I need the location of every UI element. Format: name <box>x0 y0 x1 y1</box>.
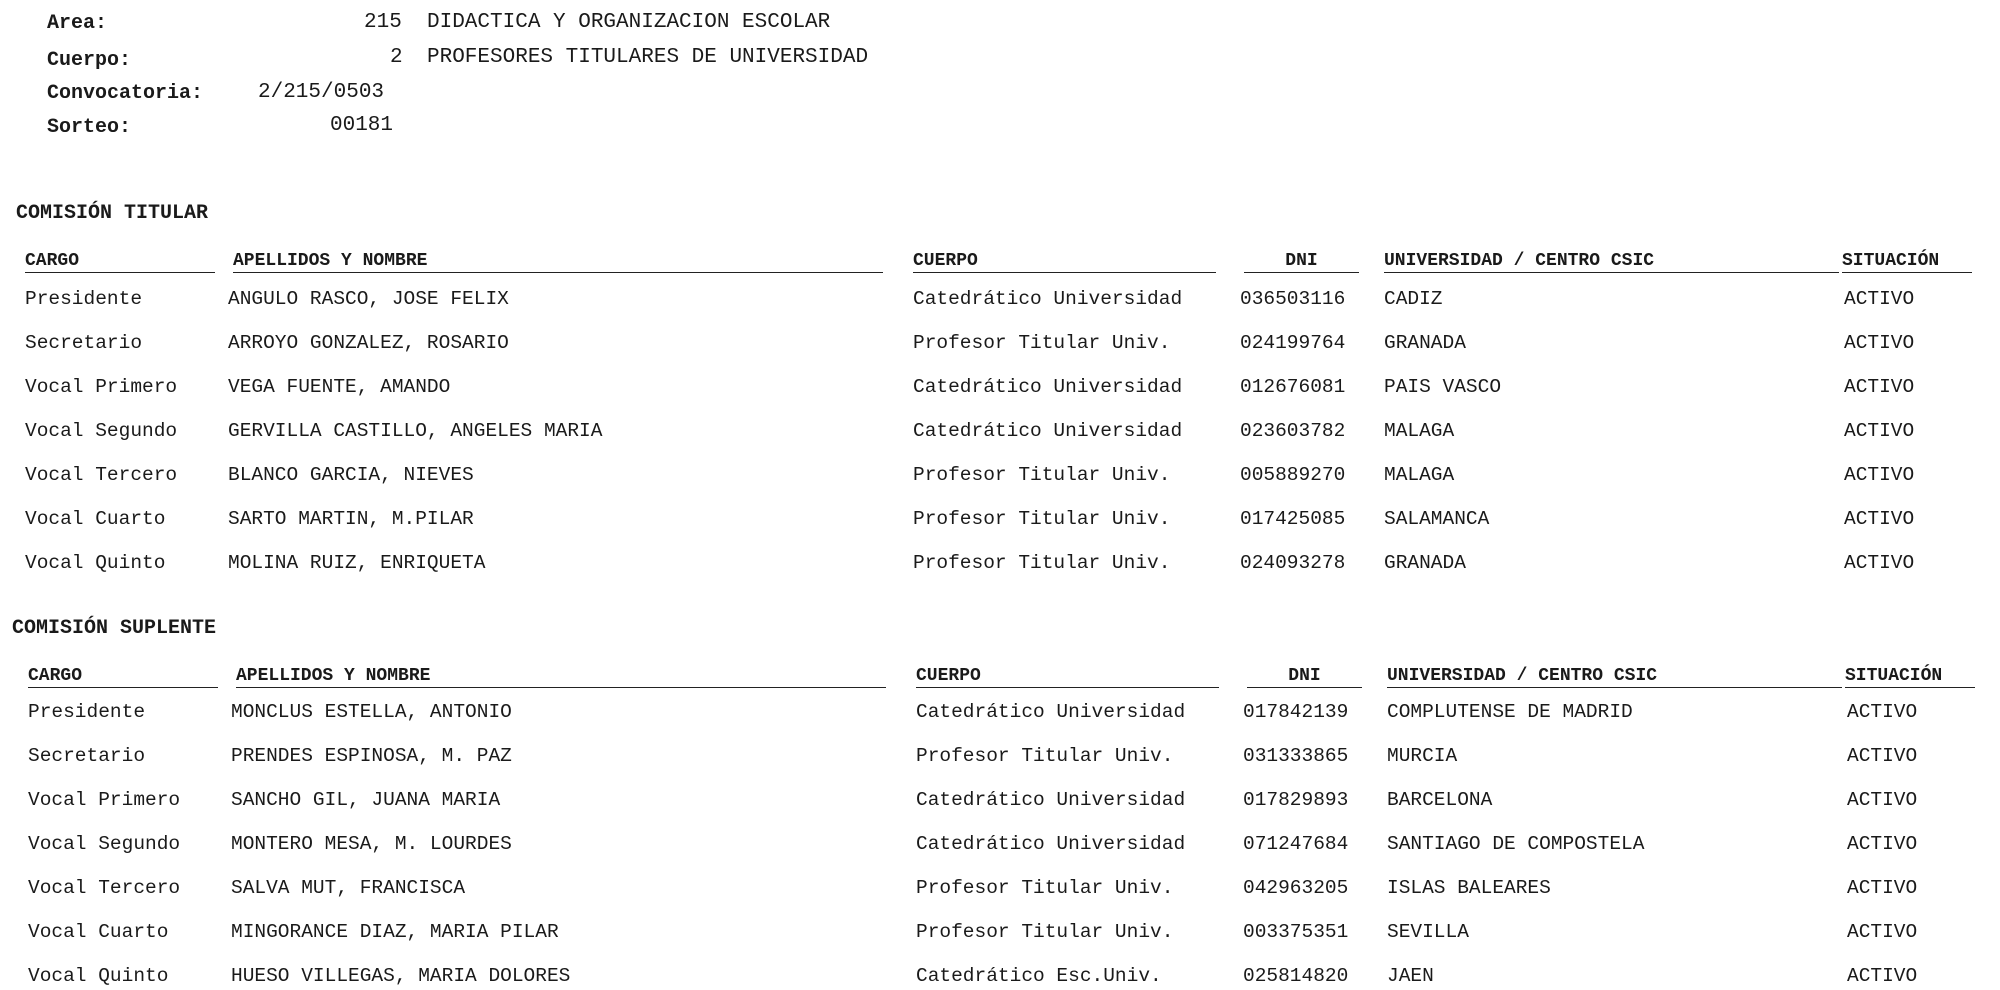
cell-universidad: MALAGA <box>1384 464 1455 486</box>
convocatoria-value: 2/215/0503 <box>258 81 385 104</box>
cell-situacion: ACTIVO <box>1844 376 1915 398</box>
cell-situacion: ACTIVO <box>1847 921 1918 943</box>
column-header-nombre: APELLIDOS Y NOMBRE <box>236 666 886 688</box>
cell-cuerpo: Catedrático Esc.Univ. <box>916 965 1162 987</box>
cell-cuerpo: Catedrático Universidad <box>913 288 1183 310</box>
cell-cargo: Secretario <box>25 332 143 354</box>
cell-dni: 042963205 <box>1243 877 1349 899</box>
section-title-suplente: COMISIÓN SUPLENTE <box>12 617 217 640</box>
area-label: Area: <box>47 12 108 35</box>
cell-nombre: SANCHO GIL, JUANA MARIA <box>231 789 501 811</box>
cell-nombre: ARROYO GONZALEZ, ROSARIO <box>228 332 509 354</box>
column-header-cuerpo: CUERPO <box>916 666 1219 688</box>
cell-dni: 017842139 <box>1243 701 1349 723</box>
cell-situacion: ACTIVO <box>1847 789 1918 811</box>
cell-nombre: MONCLUS ESTELLA, ANTONIO <box>231 701 512 723</box>
cuerpo-name: PROFESORES TITULARES DE UNIVERSIDAD <box>427 46 869 69</box>
cell-situacion: ACTIVO <box>1847 877 1918 899</box>
cell-cargo: Secretario <box>28 745 146 767</box>
cell-dni: 024199764 <box>1240 332 1346 354</box>
cell-universidad: JAEN <box>1387 965 1434 987</box>
cell-cuerpo: Profesor Titular Univ. <box>916 877 1174 899</box>
cell-universidad: MALAGA <box>1384 420 1455 442</box>
cell-cuerpo: Catedrático Universidad <box>913 420 1183 442</box>
cell-universidad: SANTIAGO DE COMPOSTELA <box>1387 833 1645 855</box>
cell-cuerpo: Profesor Titular Univ. <box>913 552 1171 574</box>
cell-cargo: Vocal Primero <box>25 376 178 398</box>
cell-universidad: COMPLUTENSE DE MADRID <box>1387 701 1633 723</box>
cell-cuerpo: Catedrático Universidad <box>913 376 1183 398</box>
cell-nombre: BLANCO GARCIA, NIEVES <box>228 464 474 486</box>
cell-situacion: ACTIVO <box>1847 745 1918 767</box>
sorteo-label: Sorteo: <box>47 116 132 139</box>
cell-dni: 017829893 <box>1243 789 1349 811</box>
cell-dni: 003375351 <box>1243 921 1349 943</box>
column-header-situacion: SITUACIÓN <box>1842 251 1972 273</box>
cell-cuerpo: Profesor Titular Univ. <box>913 464 1171 486</box>
column-header-cargo: CARGO <box>25 251 215 273</box>
area-name: DIDACTICA Y ORGANIZACION ESCOLAR <box>427 11 831 34</box>
column-header-cargo: CARGO <box>28 666 218 688</box>
cell-nombre: VEGA FUENTE, AMANDO <box>228 376 451 398</box>
column-header-universidad: UNIVERSIDAD / CENTRO CSIC <box>1384 251 1839 273</box>
cell-universidad: GRANADA <box>1384 552 1466 574</box>
cell-cuerpo: Profesor Titular Univ. <box>916 921 1174 943</box>
cell-cargo: Vocal Primero <box>28 789 181 811</box>
cell-dni: 023603782 <box>1240 420 1346 442</box>
cell-situacion: ACTIVO <box>1844 288 1915 310</box>
cell-universidad: GRANADA <box>1384 332 1466 354</box>
cell-cargo: Presidente <box>28 701 146 723</box>
cell-universidad: BARCELONA <box>1387 789 1493 811</box>
sorteo-value: 00181 <box>330 114 394 137</box>
cell-cargo: Presidente <box>25 288 143 310</box>
cell-cuerpo: Profesor Titular Univ. <box>913 508 1171 530</box>
cell-situacion: ACTIVO <box>1844 552 1915 574</box>
column-header-dni: DNI <box>1247 666 1362 688</box>
cell-dni: 071247684 <box>1243 833 1349 855</box>
column-header-situacion: SITUACIÓN <box>1845 666 1975 688</box>
cell-universidad: SALAMANCA <box>1384 508 1490 530</box>
cell-nombre: SARTO MARTIN, M.PILAR <box>228 508 474 530</box>
cell-situacion: ACTIVO <box>1844 332 1915 354</box>
cell-universidad: SEVILLA <box>1387 921 1469 943</box>
cell-cuerpo: Catedrático Universidad <box>916 701 1186 723</box>
area-code: 215 <box>364 11 402 34</box>
cell-situacion: ACTIVO <box>1844 420 1915 442</box>
cell-cargo: Vocal Quinto <box>28 965 169 987</box>
cell-universidad: MURCIA <box>1387 745 1458 767</box>
cell-cargo: Vocal Tercero <box>28 877 181 899</box>
cell-cargo: Vocal Quinto <box>25 552 166 574</box>
cell-cuerpo: Profesor Titular Univ. <box>916 745 1174 767</box>
column-header-universidad: UNIVERSIDAD / CENTRO CSIC <box>1387 666 1842 688</box>
cell-nombre: SALVA MUT, FRANCISCA <box>231 877 466 899</box>
cell-situacion: ACTIVO <box>1847 833 1918 855</box>
cuerpo-code: 2 <box>390 46 403 69</box>
cell-situacion: ACTIVO <box>1847 965 1918 987</box>
cell-situacion: ACTIVO <box>1844 464 1915 486</box>
section-title-titular: COMISIÓN TITULAR <box>16 202 209 225</box>
convocatoria-label: Convocatoria: <box>47 82 204 105</box>
cell-situacion: ACTIVO <box>1847 701 1918 723</box>
cell-cargo: Vocal Segundo <box>28 833 181 855</box>
cell-nombre: HUESO VILLEGAS, MARIA DOLORES <box>231 965 571 987</box>
cell-situacion: ACTIVO <box>1844 508 1915 530</box>
cell-cargo: Vocal Cuarto <box>28 921 169 943</box>
cell-dni: 012676081 <box>1240 376 1346 398</box>
cuerpo-label: Cuerpo: <box>47 49 132 72</box>
cell-dni: 025814820 <box>1243 965 1349 987</box>
cell-cargo: Vocal Segundo <box>25 420 178 442</box>
cell-universidad: CADIZ <box>1384 288 1443 310</box>
cell-cuerpo: Catedrático Universidad <box>916 833 1186 855</box>
column-header-nombre: APELLIDOS Y NOMBRE <box>233 251 883 273</box>
cell-dni: 031333865 <box>1243 745 1349 767</box>
cell-dni: 024093278 <box>1240 552 1346 574</box>
cell-dni: 017425085 <box>1240 508 1346 530</box>
cell-cuerpo: Catedrático Universidad <box>916 789 1186 811</box>
cell-cargo: Vocal Cuarto <box>25 508 166 530</box>
cell-dni: 036503116 <box>1240 288 1346 310</box>
cell-cargo: Vocal Tercero <box>25 464 178 486</box>
cell-universidad: ISLAS BALEARES <box>1387 877 1551 899</box>
cell-nombre: ANGULO RASCO, JOSE FELIX <box>228 288 509 310</box>
cell-nombre: MINGORANCE DIAZ, MARIA PILAR <box>231 921 559 943</box>
cell-nombre: MOLINA RUIZ, ENRIQUETA <box>228 552 486 574</box>
cell-nombre: PRENDES ESPINOSA, M. PAZ <box>231 745 512 767</box>
cell-cuerpo: Profesor Titular Univ. <box>913 332 1171 354</box>
cell-nombre: MONTERO MESA, M. LOURDES <box>231 833 512 855</box>
column-header-dni: DNI <box>1244 251 1359 273</box>
cell-universidad: PAIS VASCO <box>1384 376 1502 398</box>
column-header-cuerpo: CUERPO <box>913 251 1216 273</box>
cell-dni: 005889270 <box>1240 464 1346 486</box>
cell-nombre: GERVILLA CASTILLO, ANGELES MARIA <box>228 420 603 442</box>
